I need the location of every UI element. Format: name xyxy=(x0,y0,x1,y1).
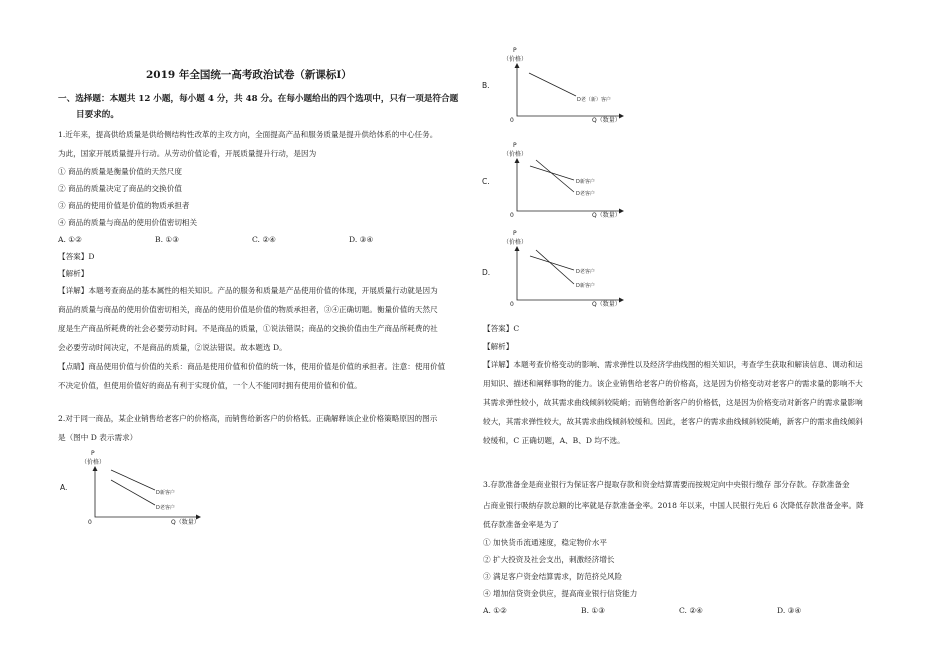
q2-detail-line2: 用知识、描述和阐释事物的能力。该企业销售给老客户的价格高，这是因为价格变动对老客户的需求量的影响不大 xyxy=(483,379,863,388)
graph-a-curve-new xyxy=(111,470,155,490)
graph-b-curve-label: D老（新）客户 xyxy=(577,97,611,103)
q1-statement-1: ① 商品的质量是衡量价值的天然尺度 xyxy=(58,167,182,176)
q2-detail-line4: 较大，其需求弹性较大，故其需求曲线倾斜较缓和。因此，老客户的需求曲线倾斜较陡峭，新客户的需求曲线倾斜 xyxy=(483,417,863,426)
section-heading-line2: 目要求的。 xyxy=(76,110,119,120)
graph-d-letter: D. xyxy=(482,268,491,277)
q3-stem-line3: 低存款准备金率是为了 xyxy=(483,520,559,529)
section-heading-line1: 一、选择题：本题共 12 小题，每小题 4 分，共 48 分。在每小题给出的四个选项中，只有一项是符合题 xyxy=(58,94,459,104)
q2-analysis-label: 【解析】 xyxy=(483,342,514,351)
graph-c-curve-new-label: D新客户 xyxy=(576,179,595,185)
graph-a xyxy=(55,446,235,530)
graph-d xyxy=(480,228,660,312)
graph-a-origin: 0 xyxy=(88,519,92,526)
graph-c-y-label: P xyxy=(513,142,517,149)
q3-option-a: A. ①② xyxy=(483,606,507,615)
graph-d-curve-old xyxy=(530,256,574,270)
graph-c-x-label: Q（数量） xyxy=(592,212,621,219)
graph-c-y-unit: （价格） xyxy=(503,151,528,158)
q1-tip-line2: 不决定价值，但使用价值好的商品有利于实现价值，一个人不能同时拥有使用价值和价值。 xyxy=(58,381,362,390)
q1-detail-line2: 商品的质量与商品的使用价值密切相关，商品的使用价值是价值的物质承担者，③④正确切题。衡量价值的天然尺 xyxy=(58,305,438,314)
graph-b xyxy=(480,46,660,126)
q3-statement-4: ④ 增加信贷资金供应，提高商业银行信贷能力 xyxy=(483,589,638,598)
q1-statement-4: ④ 商品的质量与商品的使用价值密切相关 xyxy=(58,218,198,227)
q1-option-a: A. ①② xyxy=(58,235,82,244)
q3-statement-2: ② 扩大投资及社会支出，刺激经济增长 xyxy=(483,555,615,564)
q1-detail-line4: 会必要劳动时间决定，不是商品的质量，②说法错误。故本题选 D。 xyxy=(58,343,287,352)
q3-statement-1: ① 加快货币流通速度，稳定物价水平 xyxy=(483,538,607,547)
graph-b-curve xyxy=(529,73,576,96)
graph-d-axes xyxy=(517,248,622,300)
graph-b-y-arrow xyxy=(515,63,520,68)
graph-d-origin: 0 xyxy=(510,301,514,308)
graph-b-y-label: P xyxy=(513,47,517,54)
graph-c-letter: C. xyxy=(482,177,490,186)
q2-answer: 【答案】C xyxy=(483,324,520,333)
graph-b-axes xyxy=(517,65,622,116)
graph-a-y-arrow xyxy=(93,466,98,471)
q1-detail-line3: 度是生产商品所耗费的社会必要劳动时间。不是商品的质量，①说法错误；商品的交换价值由生产商品所耗费的社 xyxy=(58,324,438,333)
graph-b-x-label: Q（数量） xyxy=(592,117,621,124)
q3-stem-line1: 3.存款准备金是商业银行为保证客户提取存款和资金结算需要而按规定向中央银行缴存 部分存款。存款准备金 xyxy=(483,480,850,489)
page-title: 2019 年全国统一高考政治试卷（新课标Ⅰ） xyxy=(146,69,352,81)
graph-d-y-arrow xyxy=(515,246,520,251)
q2-detail-line3: 其需求弹性较小，故其需求曲线倾斜较陡峭；而销售给新客户的价格低，这是因为价格变动对新客户的需求量影响 xyxy=(483,398,863,407)
q1-stem-line2: 为此，国家开展质量提升行动。从劳动价值论看，开展质量提升行动，是因为 xyxy=(58,149,317,158)
graph-d-y-label: P xyxy=(513,230,517,237)
graph-a-letter: A. xyxy=(60,483,68,492)
q1-detail-line1: 【详解】本题考查商品的基本属性的相关知识。产品的服务和质量是产品使用价值的体现，开展质量行动就是因为 xyxy=(58,286,438,295)
q1-option-b: B. ①③ xyxy=(155,235,180,244)
graph-c-y-arrow xyxy=(515,158,520,163)
graph-b-letter: B. xyxy=(482,81,490,90)
graph-b-origin: 0 xyxy=(510,117,514,124)
graph-a-y-label: P xyxy=(91,450,95,457)
graph-a-y-unit: （价格） xyxy=(81,459,106,466)
q3-option-c: C. ②④ xyxy=(679,606,703,615)
graph-c-axes xyxy=(517,160,622,211)
q1-option-d: D. ③④ xyxy=(349,235,374,244)
graph-a-x-label: Q（数量） xyxy=(171,519,200,526)
q3-option-d: D. ③④ xyxy=(777,606,802,615)
graph-a-axes xyxy=(95,468,199,517)
graph-c-curve-old-label: D老客户 xyxy=(576,191,595,197)
graph-d-y-unit: （价格） xyxy=(503,239,528,246)
q1-tip-line1: 【点睛】商品使用价值与价值的关系：商品是使用价值和价值的统一体，使用价值是价值的承担者。注意：使用价值 xyxy=(58,362,446,371)
q2-stem-line2: 是（图中 D 表示需求） xyxy=(58,433,138,442)
q1-answer: 【答案】D xyxy=(58,252,95,261)
graph-d-curve-new-label: D新客户 xyxy=(576,283,595,289)
q1-analysis-label: 【解析】 xyxy=(58,269,89,278)
q2-detail-line5: 较缓和，C 正确切题，A、B、D 均不选。 xyxy=(483,436,625,445)
q1-option-c: C. ②④ xyxy=(252,235,276,244)
graph-a-curve-old xyxy=(111,480,155,505)
graph-d-curve-new xyxy=(536,250,574,284)
graph-c-curve-old xyxy=(536,160,574,192)
graph-a-curve-new-label: D新客户 xyxy=(156,490,175,496)
q2-detail-line1: 【详解】本题考查价格变动的影响、需求弹性以及经济学曲线图的相关知识，考查学生获取和解读信息、调动和运 xyxy=(483,360,863,369)
q3-statement-3: ③ 满足客户资金结算需求，防范挤兑风险 xyxy=(483,572,623,581)
graph-c-origin: 0 xyxy=(510,212,514,219)
q1-statement-2: ② 商品的质量决定了商品的交换价值 xyxy=(58,184,182,193)
graph-b-y-unit: （价格） xyxy=(503,56,528,63)
q2-stem-line1: 2.对于同一商品，某企业销售给老客户的价格高，而销售给新客户的价格低。正确解释该企业价格策略原因的图示 xyxy=(58,414,438,423)
q3-stem-line2: 占商业银行吸纳存款总额的比率就是存款准备金率。2018 年以来，中国人民银行先后 6 次降低存款准备金率。降 xyxy=(483,501,864,510)
q1-stem-line1: 1.近年来，提高供给质量是供给侧结构性改革的主攻方向，全面提高产品和服务质量是提升供给体系的中心任务。 xyxy=(58,130,438,139)
q1-statement-3: ③ 商品的使用价值是价值的物质承担者 xyxy=(58,201,190,210)
graph-c xyxy=(480,140,660,224)
graph-a-curve-old-label: D老客户 xyxy=(156,505,175,511)
graph-d-curve-old-label: D老客户 xyxy=(576,269,595,275)
q3-option-b: B. ①③ xyxy=(581,606,606,615)
graph-d-x-label: Q（数量） xyxy=(592,301,621,308)
